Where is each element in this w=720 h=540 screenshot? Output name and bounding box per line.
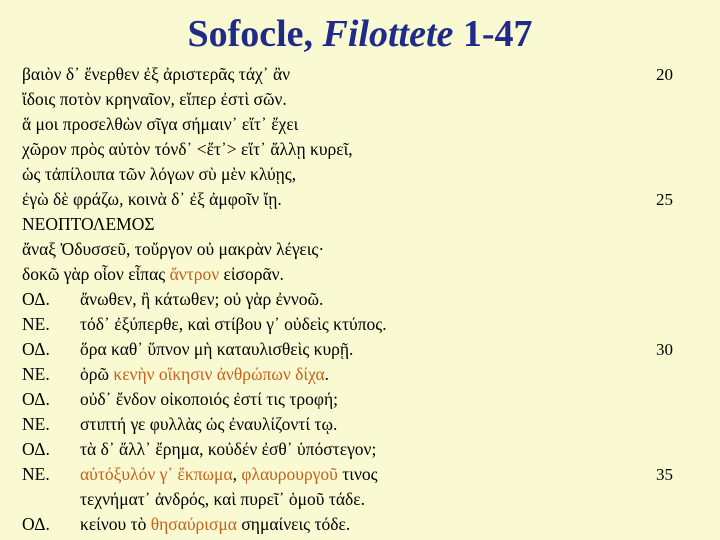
title-author: Sofocle, (187, 13, 314, 55)
text-segment: ὁρῶ (80, 364, 114, 384)
verse-line (22, 112, 712, 137)
verse-line (22, 512, 712, 537)
text-segment: ἐγὼ δὲ φράζω, κοινὰ δ᾽ ἐξ ἀμφοῖν ἴῃ. (22, 189, 282, 209)
text-segment: σημαίνεις τόδε. (236, 514, 351, 534)
speaker-label: ΝΕ. (22, 314, 50, 334)
verse-text (22, 62, 712, 537)
verse-text-line (22, 237, 324, 262)
text-segment: ἴδοις ποτὸν κρηναῖον, εἴπερ ἐστὶ σῶν. (22, 89, 287, 109)
line-number: 20 (656, 65, 673, 84)
text-segment: ἄνωθεν, ἢ κάτωθεν; οὐ γὰρ ἐννοῶ. (80, 289, 324, 309)
verse-text-line (80, 387, 338, 412)
text-segment: κείνου τὸ (80, 514, 151, 534)
speaker-label: ΟΔ. (22, 514, 50, 534)
verse-text-line (80, 437, 376, 462)
verse-text-line (22, 187, 282, 212)
highlighted-word: φλαυρουργοῦ (241, 464, 338, 484)
verse-line (22, 337, 712, 362)
verse-line (22, 162, 712, 187)
text-segment: τὰ δ᾽ ἄλλ᾽ ἔρημα, κοὐδέν ἐσθ᾽ ὑπόστεγον; (80, 439, 377, 459)
text-segment: ὅρα καθ᾽ ὕπνον μὴ καταυλισθεὶς κυρῇ. (80, 339, 354, 359)
speaker-label: ΝΕ. (22, 464, 50, 484)
text-segment: ἄναξ Ὀδυσσεῦ, τοὔργον οὐ μακρὰν λέγεις· (22, 239, 325, 259)
text-segment: , (232, 464, 242, 484)
text-segment: βαιὸν δ᾽ ἔνερθεν ἐξ ἀριστερᾶς τάχ᾽ ἂν (22, 64, 291, 84)
verse-text-line (22, 262, 284, 287)
verse-text-line (80, 362, 329, 387)
speaker-label: ΟΔ. (22, 289, 50, 309)
title-work: Filottete (322, 13, 454, 55)
verse-line (22, 62, 712, 87)
line-number: 30 (656, 340, 673, 359)
verse-line (22, 87, 712, 112)
speaker-label: ΟΔ. (22, 389, 50, 409)
verse-line (22, 237, 712, 262)
speaker-label: ΝΕ. (22, 364, 50, 384)
verse-text-line (22, 112, 298, 137)
verse-line (22, 387, 712, 412)
verse-text-line (22, 162, 296, 187)
verse-text-line (80, 462, 378, 487)
page-title (0, 12, 720, 56)
text-segment: δοκῶ γὰρ οἷον εἶπας (22, 264, 170, 284)
highlighted-word: θησαύρισμα (150, 514, 237, 534)
text-segment: χῶρον πρὸς αὐτὸν τόνδ᾽ <ἔτ᾽> εἴτ᾽ ἄλλῃ κυρεῖ, (22, 139, 353, 159)
text-segment: τεχνήματ᾽ ἀνδρός, καὶ πυρεῖ᾽ ὁμοῦ τάδε. (80, 489, 365, 509)
verse-text-line (80, 287, 323, 312)
text-segment: οὐδ᾽ ἔνδον οἰκοποιός ἐστί τις τροφή; (80, 389, 338, 409)
verse-text-line (80, 337, 353, 362)
verse-line (22, 437, 712, 462)
line-number: 25 (656, 190, 673, 209)
verse-text-line (22, 212, 155, 237)
verse-line (22, 312, 712, 337)
verse-line (22, 137, 712, 162)
text-segment: στιπτή γε φυλλὰς ὡς ἐναυλίζοντί τῳ. (80, 414, 338, 434)
verse-text-line (22, 62, 290, 87)
highlighted-word: αὐτόξυλόν γ᾽ ἔκπωμα (80, 464, 233, 484)
line-number: 35 (656, 465, 673, 484)
highlighted-word: κενὴν οἴκησιν ἀνθρώπων δίχα (113, 364, 325, 384)
verse-text-line (80, 512, 350, 537)
text-segment: τινος (337, 464, 378, 484)
speaker-label: ΟΔ. (22, 339, 50, 359)
text-segment: ΝΕΟΠΤΟΛΕΜΟΣ (22, 214, 155, 234)
text-segment: . (324, 364, 330, 384)
title-range: 1-47 (462, 13, 533, 55)
verse-text-line (80, 412, 337, 437)
highlighted-word: ἄντρον (169, 264, 220, 284)
verse-line (22, 287, 712, 312)
speaker-label: ΝΕ. (22, 414, 50, 434)
text-segment: ἅ μοι προσελθὼν σῖγα σήμαιν᾽ εἴτ᾽ ἔχει (22, 114, 299, 134)
verse-text-line (80, 312, 387, 337)
verse-text-line (80, 487, 365, 512)
verse-line (22, 212, 712, 237)
verse-line (22, 412, 712, 437)
text-segment: εἰσορᾶν. (219, 264, 284, 284)
verse-line (22, 462, 712, 487)
text-segment: τόδ᾽ ἐξύπερθε, καὶ στίβου γ᾽ οὐδεὶς κτύπος. (80, 314, 387, 334)
verse-line (22, 262, 712, 287)
text-segment: ὡς τἀπίλοιπα τῶν λόγων σὺ μὲν κλύῃς, (22, 164, 297, 184)
speaker-label: ΟΔ. (22, 439, 50, 459)
verse-line (22, 187, 712, 212)
verse-text-line (22, 87, 287, 112)
verse-line (22, 362, 712, 387)
verse-line (22, 487, 712, 512)
verse-text-line (22, 137, 353, 162)
